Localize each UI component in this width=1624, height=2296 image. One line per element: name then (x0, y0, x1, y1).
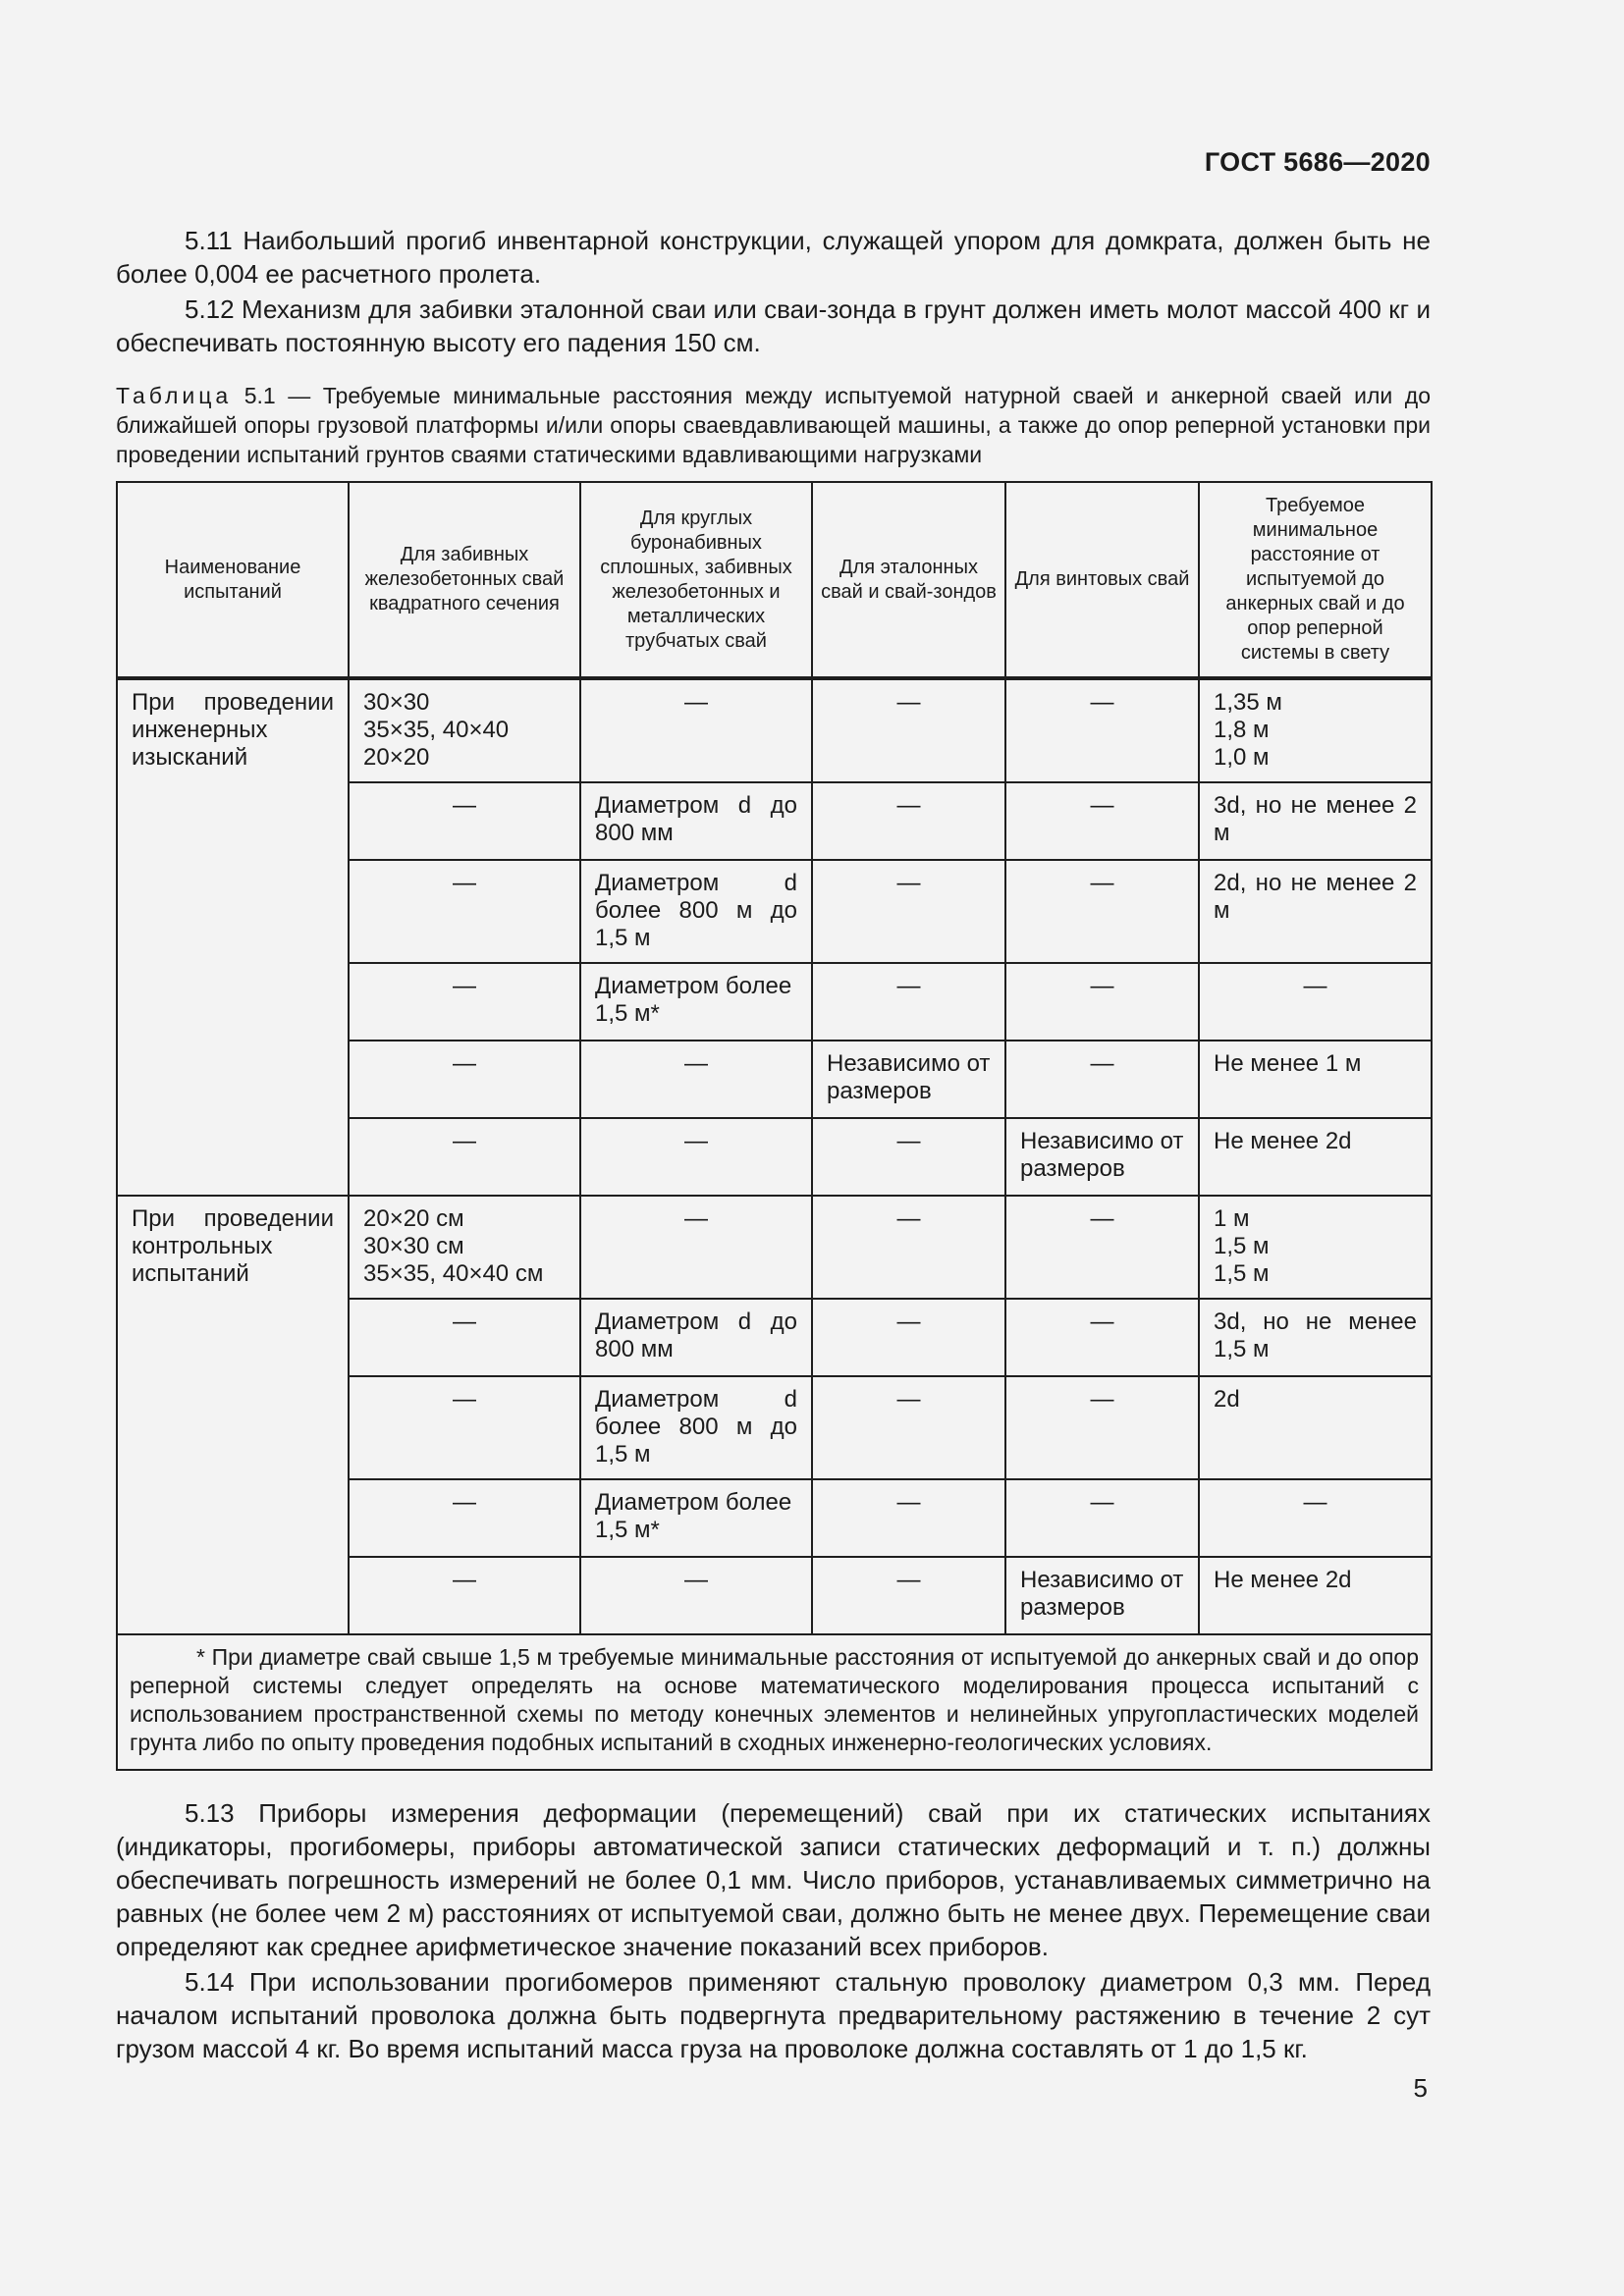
table-cell: — (580, 678, 812, 782)
table-cell: 3d, но не менее 2 м (1199, 782, 1432, 860)
table-cell: — (1199, 963, 1432, 1041)
table-cell: 1,35 м 1,8 м 1,0 м (1199, 678, 1432, 782)
table-cell: — (580, 1557, 812, 1634)
page-number: 5 (1413, 2073, 1428, 2103)
table-cell: — (349, 1041, 580, 1118)
paragraph-5-11: 5.11 Наибольший прогиб инвентарной конструкции, служащей упором для домкрата, должен быть не более 0,004 ее расчетного пролета. (116, 226, 1431, 289)
table-cell: — (1005, 963, 1199, 1041)
table-cell: — (1005, 678, 1199, 782)
table-cell: — (1005, 1299, 1199, 1376)
group-name-survey: При проведении инженерных изысканий (117, 678, 349, 1196)
table-cell: — (580, 1041, 812, 1118)
document-header: ГОСТ 5686—2020 (1204, 147, 1431, 177)
table-cell: Независимо от размеров (812, 1041, 1005, 1118)
table-cell: 2d, но не менее 2 м (1199, 860, 1432, 963)
table-header-row (117, 482, 1432, 678)
table-cell: — (349, 860, 580, 963)
table-cell: — (349, 1118, 580, 1196)
table-caption (116, 381, 1431, 469)
paragraph-5-14: 5.14 При использовании прогибомеров применяют стальную проволоку диаметром 0,3 мм. Перед началом испытаний проволока должна быть подвергнута предварительному растяжению в течение 2 сут грузом массой 4 кг. Во время испытаний масса груза на проволоке должна составлять от 1 до 1,5 кг. (116, 1967, 1431, 2063)
table-cell: — (1005, 860, 1199, 963)
table-caption-text: 5.1 — Требуемые минимальные расстояния между испытуемой натурной сваей и анкерной сваей или до ближайшей опоры грузовой платформы и/или опоры сваевдавливающей машины, а также до опор реперной установки при проведении испытаний грунтов сваями статическими вдавливающими нагрузками (116, 383, 1432, 467)
table-cell: Диаметром d более 800 м до 1,5 м (580, 1376, 812, 1479)
table-cell: — (1005, 1376, 1199, 1479)
table-cell: Диаметром d более 800 м до 1,5 м (580, 860, 812, 963)
header-reference-piles: Для эталонных свай и свай-зондов (812, 482, 1005, 678)
group-name-control: При проведении контрольных испытаний (117, 1196, 349, 1634)
table-cell: — (812, 782, 1005, 860)
table-cell: Не менее 1 м (1199, 1041, 1432, 1118)
table-cell: Не менее 2d (1199, 1118, 1432, 1196)
table-row (117, 678, 1432, 782)
table-cell: — (812, 1479, 1005, 1557)
table-cell: — (812, 963, 1005, 1041)
paragraph-5-12: 5.12 Механизм для забивки эталонной сваи или сваи-зонда в грунт должен иметь молот массой 400 кг и обеспечивать постоянную высоту его падения 150 см. (116, 294, 1431, 357)
page-content (116, 224, 1431, 2065)
header-required-distance: Требуемое минимальное расстояние от испытуемой до анкерных свай и до опор реперной системы в свету (1199, 482, 1432, 678)
table-caption-label: Таблица (116, 383, 233, 408)
table-footnote-row (117, 1634, 1432, 1770)
table-cell: — (812, 1118, 1005, 1196)
table-cell: — (812, 678, 1005, 782)
table-cell: — (812, 860, 1005, 963)
table-cell: — (812, 1557, 1005, 1634)
table-cell: — (349, 963, 580, 1041)
table-cell: Диаметром более 1,5 м* (580, 963, 812, 1041)
table-cell: — (580, 1118, 812, 1196)
table-cell: — (1199, 1479, 1432, 1557)
table-cell: — (1005, 1196, 1199, 1299)
distances-table (116, 481, 1433, 1771)
table-cell: Независимо от размеров (1005, 1557, 1199, 1634)
table-cell: 30×30 35×35, 40×40 20×20 (349, 678, 580, 782)
table-cell: — (1005, 1041, 1199, 1118)
table-cell: 1 м 1,5 м 1,5 м (1199, 1196, 1432, 1299)
header-screw-piles: Для винтовых свай (1005, 482, 1199, 678)
table-cell: Не менее 2d (1199, 1557, 1432, 1634)
table-cell: Диаметром более 1,5 м* (580, 1479, 812, 1557)
table-cell: — (812, 1196, 1005, 1299)
table-cell: — (1005, 782, 1199, 860)
table-cell: — (1005, 1479, 1199, 1557)
table-cell: 2d (1199, 1376, 1432, 1479)
table-cell: 20×20 см 30×30 см 35×35, 40×40 см (349, 1196, 580, 1299)
table-cell: — (349, 1557, 580, 1634)
table-cell: Независимо от размеров (1005, 1118, 1199, 1196)
table-cell: 3d, но не менее 1,5 м (1199, 1299, 1432, 1376)
table-cell: Диаметром d до 800 мм (580, 782, 812, 860)
table-cell: — (349, 782, 580, 860)
table-cell: — (349, 1479, 580, 1557)
table-footnote: * При диаметре свай свыше 1,5 м требуемые минимальные расстояния от испытуемой до анкерных свай и до опор реперной системы следует определять на основе математического моделирования процесса испытаний с использованием пространственной схемы по методу конечных элементов и нелинейных упругопластических моделей грунта либо по опыту проведения подобных испытаний в сходных инженерно-геологических условиях. (117, 1634, 1432, 1770)
lower-paragraphs (116, 1796, 1431, 2065)
table-cell: — (349, 1299, 580, 1376)
table-cell: — (580, 1196, 812, 1299)
header-test-name: Наименование испытаний (117, 482, 349, 678)
table-cell: — (349, 1376, 580, 1479)
header-round-bored-piles: Для круглых буронабивных сплошных, забивных железобетонных и металлических трубчатых свай (580, 482, 812, 678)
table-cell: — (812, 1299, 1005, 1376)
table-cell: Диаметром d до 800 мм (580, 1299, 812, 1376)
table-cell: — (812, 1376, 1005, 1479)
header-driven-square-piles: Для забивных железобетонных свай квадратного сечения (349, 482, 580, 678)
paragraph-5-13: 5.13 Приборы измерения деформации (перемещений) свай при их статических испытаниях (индикаторы, прогибомеры, приборы автоматической записи статических деформаций и т. п.) должны обеспечивать погрешность измерений не более 0,1 мм. Число приборов, устанавливаемых симметрично на равных (не более чем 2 м) расстояниях от испытуемой сваи, должно быть не менее двух. Перемещение сваи определяют как среднее арифметическое значение показаний всех приборов. (116, 1798, 1431, 1961)
table-row (117, 1196, 1432, 1299)
